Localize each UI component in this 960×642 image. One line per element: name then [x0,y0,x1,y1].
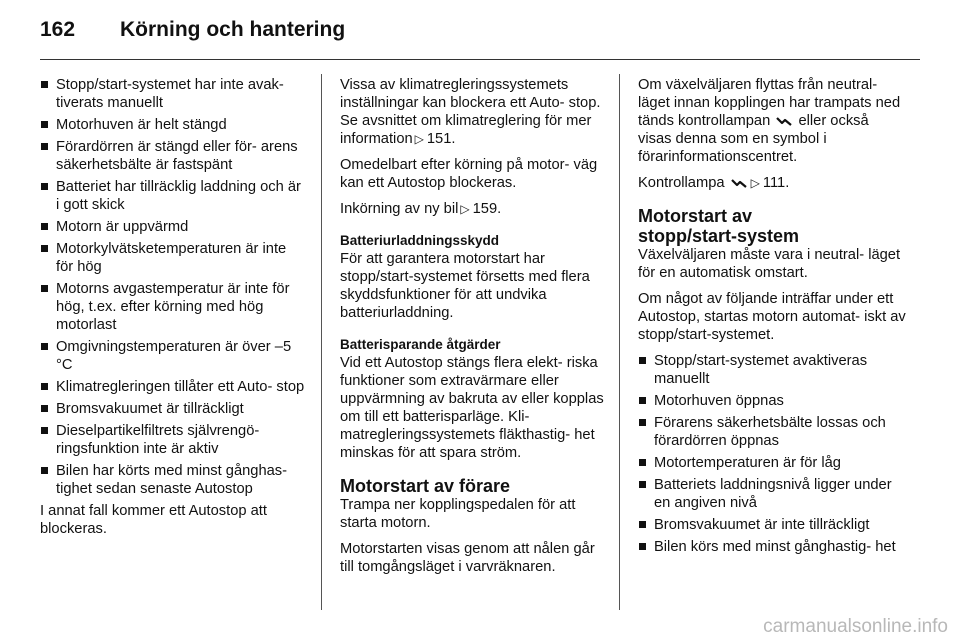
list-item: Stopp/start-systemet avaktiveras manuellt [638,352,906,388]
saving-heading: Batterisparande åtgärder [340,337,501,352]
new-car-paragraph: Inkörning av ny bil ▷ 159. [340,201,502,217]
square-bullet-icon [41,121,48,128]
square-bullet-icon [41,343,48,350]
header-rule [40,59,920,60]
square-bullet-icon [41,405,48,412]
square-bullet-icon [639,521,646,528]
page-reference[interactable]: 159. [472,201,502,217]
watermark: carmanualsonline.info [763,616,948,637]
motorway-paragraph: Omedelbart efter körning på motor- väg kan ett Autostop blockeras. [340,157,598,191]
list-item: Batteriets laddningsnivå ligger under en angiven nivå [638,476,906,512]
climate-paragraph: Vissa av klimatregleringssystemets inställningar kan blockera ett Auto- stop. Se avsnittet om klimatreglering för mer information ▷ 151. [340,77,601,147]
list-item: Bromsvakuumet är inte tillräckligt [638,516,906,534]
list-item: Motortemperaturen är för låg [638,454,906,472]
column-divider-2 [619,74,620,610]
neutral-paragraph: Växelväljaren måste vara i neutral- läget för en automatisk omstart. [638,247,901,281]
list-item: Bromsvakuumet är tillräckligt [40,400,306,418]
auto-start-heading: Motorstart av stopp/start-system [638,206,800,246]
list-item: Klimatregleringen tillåter ett Auto- stop [40,378,306,396]
page-reference[interactable]: 151. [426,131,456,147]
list-item: Bilen har körts med minst gånghas- tighet sedan senaste Autostop [40,462,306,498]
list-item: Motorkylvätsketemperaturen är inte för hög [40,240,306,276]
saving-paragraph: Vid ett Autostop stängs flera elekt- riska funktioner som extravärmare eller uppvärmning av bakruta av eller kopplas om till ett batterisparläge. Kli- matregleringssystemets fläkthastig- het minskas för att spara ström. [340,355,604,461]
list-item: Omgivningstemperaturen är över –5 °C [40,338,306,374]
square-bullet-icon [41,143,48,150]
square-bullet-icon [41,223,48,230]
square-bullet-icon [639,459,646,466]
list-item: Förarens säkerhetsbälte lossas och förardörren öppnas [638,414,906,450]
page-title: Körning och hantering [120,18,346,41]
list-item: Förardörren är stängd eller för- arens säkerhetsbälte är fastspänt [40,138,306,174]
list-item: Dieselpartikelfiltrets självrengö- ringsfunktion inte är aktiv [40,422,306,458]
driver-start-heading: Motorstart av förare [340,476,511,496]
square-bullet-icon [639,357,646,364]
square-bullet-icon [639,419,646,426]
square-bullet-icon [41,245,48,252]
square-bullet-icon [639,481,646,488]
reference-arrow-icon: ▷ [750,176,760,190]
column-1 [40,76,306,546]
gear-lever-paragraph: Om växelväljaren flyttas från neutral- läget innan kopplingen har trampats ned tänds kontrollampan eller också visas denna som en symbol i förarinformationscentret. [638,77,901,165]
column-3 [638,76,906,560]
list-item: Motorns avgastemperatur är inte för hög, t.ex. efter körning med hög motorlast [40,280,306,334]
square-bullet-icon [639,397,646,404]
restart-paragraph: Om något av följande inträffar under ett Autostop, startas motorn automat- iskt av stopp/start-systemet. [638,291,906,343]
list-item: Batteriet har tillräcklig laddning och är i gott skick [40,178,306,214]
closing-paragraph: I annat fall kommer ett Autostop att blockeras. [40,503,267,537]
square-bullet-icon [41,427,48,434]
square-bullet-icon [41,383,48,390]
page-reference[interactable]: 111. [762,175,790,191]
column-2 [340,76,606,584]
page-number: 162 [40,18,76,41]
driver-start-paragraph-1: Trampa ner kopplingspedalen för att starta motorn. [340,497,576,531]
list-item: Motorn är uppvärmd [40,218,306,236]
battery-heading: Batteriurladdningsskydd [340,233,500,248]
square-bullet-icon [41,81,48,88]
page-header [40,18,920,58]
square-bullet-icon [41,183,48,190]
square-bullet-icon [639,543,646,550]
list-item: Motorhuven öppnas [638,392,906,410]
reference-arrow-icon: ▷ [414,132,424,146]
column-divider-1 [321,74,322,610]
conditions-list [40,76,306,498]
list-item: Bilen körs med minst gånghastig- het [638,538,906,556]
control-lamp-icon [776,116,792,126]
square-bullet-icon [41,467,48,474]
control-lamp-icon [731,178,747,188]
list-item: Stopp/start-systemet har inte avak- tiverats manuellt [40,76,306,112]
square-bullet-icon [41,285,48,292]
reference-arrow-icon: ▷ [460,202,470,216]
restart-conditions-list [638,352,906,556]
list-item: Motorhuven är helt stängd [40,116,306,134]
driver-start-paragraph-2: Motorstarten visas genom att nålen går till tomgångsläget i varvräknaren. [340,541,595,575]
battery-paragraph: För att garantera motorstart har stopp/start-systemet försetts med flera skyddsfunktioner för att undvika batteriurladdning. [340,251,590,321]
control-lamp-paragraph: Kontrollampa ▷ 111. [638,175,790,191]
